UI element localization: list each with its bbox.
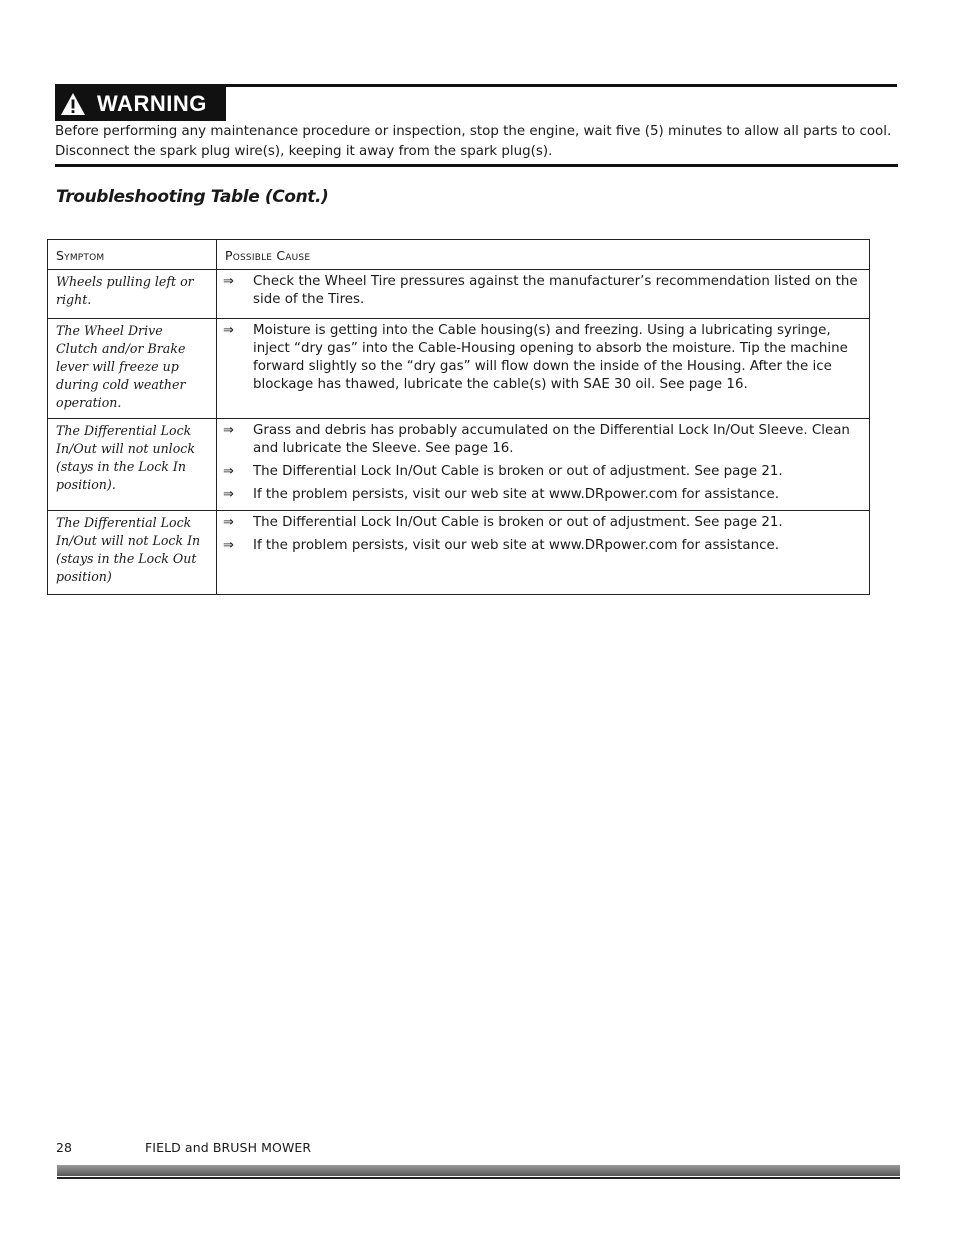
cause-cell <box>217 319 870 419</box>
warning-bottom-rule <box>55 164 898 167</box>
symptom-cell: The Wheel Drive Clutch and/or Brake lever will freeze up during cold weather operation. <box>48 319 217 419</box>
website-reference: If the problem persists, visit our web site at www.DRpower.com for assistance. <box>253 538 779 553</box>
cause-cell <box>217 511 870 595</box>
table-row <box>48 319 870 419</box>
arrow-icon: ⇒ <box>223 423 234 438</box>
warning-title: WARNING <box>97 91 207 116</box>
cause-item: ⇒ Check the Wheel Tire pressures against the manufacturer’s recommendation listed on the side of the Tires. <box>223 274 858 307</box>
arrow-icon: ⇒ <box>223 464 234 479</box>
table-row <box>48 511 870 595</box>
cause-item <box>223 486 861 504</box>
cause-item <box>223 537 861 555</box>
page-number: 28 <box>56 1140 72 1155</box>
footer-rule <box>57 1165 900 1179</box>
warning-line: Before performing any maintenance procedure or inspection, stop the engine, wait five (5) minutes to allow all parts to cool. <box>55 124 892 139</box>
troubleshooting-table <box>47 239 870 595</box>
footer-title: FIELD and BRUSH MOWER <box>145 1140 312 1155</box>
arrow-icon: ⇒ <box>223 323 234 338</box>
table-header-row <box>48 240 870 270</box>
arrow-icon: ⇒ <box>223 538 234 553</box>
cause-item: ⇒ Grass and debris has probably accumulated on the Differential Lock In/Out Sleeve. Clean and lubricate the Sleeve. See page 16. <box>223 423 850 456</box>
table-row <box>48 419 870 511</box>
warning-text <box>55 122 897 162</box>
symptom-cell: Wheels pulling left or right. <box>48 270 217 319</box>
cause-header: Possible Cause <box>217 240 870 270</box>
website-reference: If the problem persists, visit our web site at www.DRpower.com for assistance. <box>253 487 779 502</box>
warning-line: Disconnect the spark plug wire(s), keeping it away from the spark plug(s). <box>55 144 553 159</box>
symptom-header: Symptom <box>48 240 217 270</box>
symptom-cell: The Differential Lock In/Out will not Lock In (stays in the Lock Out position) <box>48 511 217 595</box>
cause-item: ⇒ The Differential Lock In/Out Cable is broken or out of adjustment. See page 21. <box>223 464 783 479</box>
table-row <box>48 270 870 319</box>
warning-triangle-icon <box>60 91 86 117</box>
cause-item: ⇒ Moisture is getting into the Cable housing(s) and freezing. Using a lubricating syringe, inject “dry gas” into the Cable-Housing opening to absorb the moisture. Tip the machine forward slightly so the “dry gas” will flow down the inside of the Housing. After the ice blockage has thawed, lubricate the cable(s) with SAE 30 oil. See page 16. <box>223 323 848 392</box>
cause-cell <box>217 270 870 319</box>
arrow-icon: ⇒ <box>223 274 234 289</box>
warning-label <box>55 87 226 121</box>
arrow-icon: ⇒ <box>223 515 234 530</box>
cause-cell <box>217 419 870 511</box>
arrow-icon: ⇒ <box>223 487 234 502</box>
symptom-cell: The Differential Lock In/Out will not unlock (stays in the Lock In position). <box>48 419 217 511</box>
section-title: Troubleshooting Table (Cont.) <box>56 187 329 207</box>
cause-item: ⇒ The Differential Lock In/Out Cable is broken or out of adjustment. See page 21. <box>223 515 783 530</box>
